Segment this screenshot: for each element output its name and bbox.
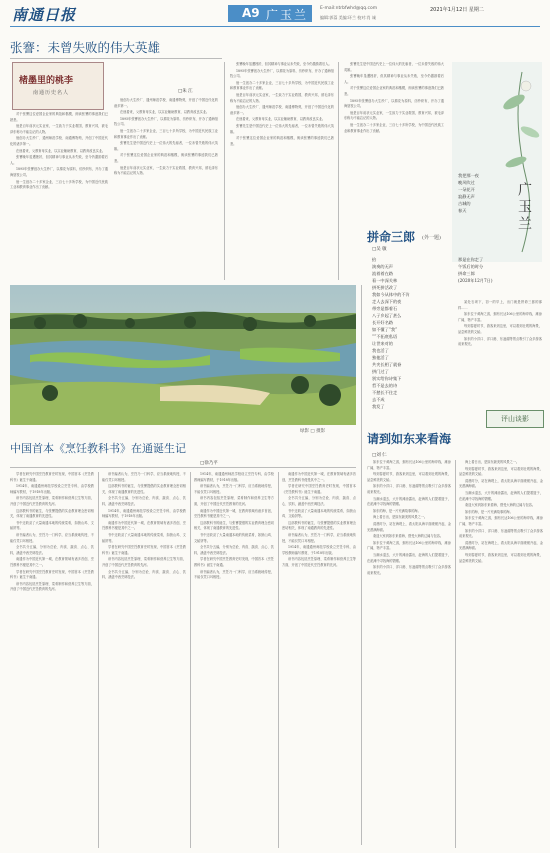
paragraph: 书中还收录了大量南通本地的传统菜肴，如狼山鸡、文蛤饼等。 <box>282 508 356 519</box>
article1-body-col1 <box>10 112 108 280</box>
paragraph: 张謇先生是中国近代史上一位伟大的先驱者，一位未曾失败的伟大英雄。 <box>344 62 444 72</box>
paragraph: 张謇晚年虽遭挫折，但其精神与事业从未失败，至今仍激励着后人。 <box>344 74 444 84</box>
article4-col1 <box>367 460 451 848</box>
poem-line: 哲不是去的诗 <box>372 383 398 388</box>
article2-subtitle: (外一题) <box>422 235 441 241</box>
paragraph: 该书编者认为，烹饪乃一门科学，应当系统地传授，不能仅凭口耳相授。 <box>194 569 274 580</box>
paragraph: 南通作为中国近代第一城，在教育领域有诸多首创，烹饪教科书便是其中之一。 <box>102 520 186 531</box>
paragraph: 他是百年前状元实业家，一生致力于实业救国，教育兴邦，被毛泽东称为不能忘记的人物。 <box>344 110 444 121</box>
paragraph: 书中还收录了大量南通本地的传统菜肴，如狼山鸡、文蛤饼等。 <box>10 520 94 531</box>
poem-line: 独他活了 <box>372 355 389 360</box>
paragraph: 全书共分五编，分别为总论、肉食、蔬食、点心、饮料，涵盖中西烹调技法。 <box>102 569 186 580</box>
photo-credit: 绿影 □ 摄影 <box>300 429 326 434</box>
article3-col1 <box>10 472 94 848</box>
poem-line: 让世来对的 <box>372 341 393 346</box>
paragraph: 全书共分五编，分别为总论、肉食、蔬食、点心、饮料，涵盖中西烹调技法。 <box>282 496 356 506</box>
paragraph: 张謇先生是中国近代史上一位伟大的先驱者，一位未曾失败的伟大英雄。 <box>114 141 218 151</box>
paragraph: 如东的小洋口、洋口港、东凌湖等景点吸引了众多游客前来观光。 <box>458 336 542 347</box>
poem-line: 一朵花开 <box>458 187 475 192</box>
poem-line: (2020年12月7日) <box>458 278 493 283</box>
poem-line: 演奏的无声 <box>372 264 393 269</box>
poem-line: 如不懂了“我” <box>372 327 398 332</box>
paragraph: 欢迎大家到如东来看海，感受大海的辽阔与包容。 <box>465 503 536 508</box>
paragraph: 学者在研究中国烹饪教育史时发现，中国首本《烹饪教科书》诞生于南通。 <box>282 484 356 494</box>
paragraph: 对于张謇这位爱国企业家的典范和楷模，朗读张謇的事迹我们已熟悉。 <box>10 112 108 122</box>
article2-title: 拼命三郎 <box>367 230 416 244</box>
poem-line: 我也活了 <box>372 348 389 353</box>
section-divider <box>361 285 362 845</box>
paragraph: 该书内容包括烹饪原理、菜肴制作和营养卫生等方面，开创了中国近代烹饪教育的先河。 <box>194 496 274 506</box>
column-sub: 南通历史名人 <box>33 90 70 96</box>
paragraph: 如东位于黄海之滨，拥有长达106公里的海岸线，滩涂广阔，物产丰富。 <box>367 540 451 551</box>
paragraph: 在他看来，父教育母实业，以实业辅助教育，以教育改良实业。 <box>16 148 106 153</box>
paragraph: 他一生创办二十多家企业，三百七十多所学校，为中国近代民族工业和教育事业作出了贡献。 <box>344 122 444 133</box>
paragraph: 1914年，南通通州师范学校设立烹饪专科，由学校教师编写教材，于1918年出版。 <box>282 545 356 555</box>
paragraph: 当潮水退去，大片的滩涂露出，赶海的人们提着篮子，在泥滩中寻找海的馈赠。 <box>459 490 543 501</box>
paragraph: 全书共分五编，分别为总论、肉食、蔬食、点心、饮料，涵盖中西烹调技法。 <box>194 545 274 555</box>
poem-line: 拼死拼活改了 <box>372 285 398 290</box>
paragraph: 南通作为中国近代第一城，在教育领域有诸多首创，烹饪教科书便是其中之一。 <box>282 472 356 482</box>
email: E-mail:ntrbfwhd@qq.com <box>320 6 378 11</box>
poem-line: 看一中深关林 <box>372 278 398 283</box>
paragraph: 这部教科书的诞生，与张謇提倡的实业教育理念密切相关，体现了南通教育的先进性。 <box>10 508 94 519</box>
poem-line: 我把那一夜 <box>458 173 479 178</box>
paragraph: 欢迎大家到如东来看海，感受大海的辽阔与包容。 <box>373 534 444 539</box>
paragraph: 每到春夏时节，游客来到这里，可以看到壮观的海景，品尝鲜美的文蛤。 <box>458 324 542 334</box>
paragraph: 他一生创办二十多家企业，三百七十多所学校，为中国近代民族工业和教育事业作出了贡献。 <box>230 80 334 91</box>
article1-title: 张謇：未曾失败的伟大英雄 <box>10 40 161 55</box>
article4-author: □刘 仁 <box>372 453 387 458</box>
poem-line: 我发了 <box>372 404 385 409</box>
paragraph: 清晨时分，站在海堤上，看太阳从海平面缓缓升起，金光洒满海面。 <box>459 478 543 489</box>
article3-rule <box>10 467 356 468</box>
poem-line: 晚风吹过 <box>458 180 475 185</box>
poem-line: 长开好名路 <box>372 320 393 325</box>
article3-author: □徐乃平 <box>200 461 218 466</box>
poem-line: 午饭后的时分 <box>458 264 484 269</box>
paragraph: 全书共分五编，分别为总论、肉食、蔬食、点心、饮料，涵盖中西烹调技法。 <box>10 545 94 555</box>
paragraph: 南通作为中国近代第一城，在教育领域有诸多首创，烹饪教科书便是其中之一。 <box>10 557 94 567</box>
paragraph: 对于张謇这位爱国企业家的典范和楷模，朗读张謇的事迹我们已熟悉。 <box>114 153 218 163</box>
article3-col4 <box>282 472 356 848</box>
paragraph: 每到春夏时节，游客来到这里，可以看到壮观的海景，品尝鲜美的文蛤。 <box>459 552 543 563</box>
poem-line: 拼命三郎 <box>458 271 475 276</box>
article2-essay <box>458 300 542 405</box>
paragraph: 如东位于黄海之滨，拥有长达106公里的海岸线，滩涂广阔，物产丰富。 <box>458 312 542 322</box>
paragraph: 学者在研究中国烹饪教育史时发现，中国首本《烹饪教科书》诞生于南通。 <box>10 569 94 580</box>
paragraph: 在他看来，父教育母实业，以实业辅助教育，以教育改良实业。 <box>120 110 210 115</box>
article2-poem-left <box>372 256 452 410</box>
article1-author: □朱 江 <box>178 89 193 94</box>
paragraph: 该书内容包括烹饪原理、菜肴制作和营养卫生等方面，开创了中国近代烹饪教育的先河。 <box>10 581 94 592</box>
article3-col3 <box>194 472 274 848</box>
paragraph: 张謇晚年虽遭挫折，但其精神与事业从未失败，至今仍激励着后人。 <box>236 62 332 66</box>
page-number: A9 <box>242 6 260 20</box>
paragraph: 张謇先生是中国近代史上一位伟大的先驱者，一位未曾失败的伟大英雄。 <box>230 123 334 134</box>
poem-lines <box>458 172 508 214</box>
paragraph: 南通作为中国近代第一城，在教育领域有诸多首创，烹饪教科书便是其中之一。 <box>194 508 274 519</box>
paragraph: 1895年张謇创办大生纱厂，以棉花为原料，纺纱织布，开办了通海垦牧公司。 <box>10 167 108 177</box>
paragraph: 这部教科书的诞生，与张謇提倡的实业教育理念密切相关，体现了南通教育的先进性。 <box>194 520 274 531</box>
paragraph: 学者在研究中国烹饪教育史时发现，中国首本《烹饪教科书》诞生于南通。 <box>194 557 274 567</box>
article1-body-col2 <box>114 98 218 280</box>
paragraph: 如东的小洋口、洋口港、东凌湖等景点吸引了众多游客前来观光。 <box>367 484 451 494</box>
section-name: 广玉兰 <box>266 8 309 22</box>
paragraph: 1914年，南通通州师范学校设立烹饪专科，由学校教师编写教材，于1918年出版。 <box>10 484 94 494</box>
poem-line: 寂静无声 <box>458 194 475 199</box>
paragraph: 1914年，南通通州师范学校设立烹饪专科，由学校教师编写教材，于1918年出版。 <box>102 508 186 519</box>
paragraph: 该书编者认为，烹饪乃一门科学，应当系统地传授，不能仅凭口耳相授。 <box>10 532 94 543</box>
article2-poem-right <box>458 256 542 284</box>
poem-line: 那是在你走了 <box>458 257 484 262</box>
poem-line: 流着着在路 <box>372 271 393 276</box>
paragraph: 对于张謇这位爱国企业家的典范和楷模，朗读张謇的事迹我们已熟悉。 <box>230 136 334 146</box>
header-rule <box>10 26 540 27</box>
paragraph: 如东的海，是一片充满故事的海。 <box>465 509 513 514</box>
poem-line: 我如今从体中的不肯 <box>372 292 410 297</box>
paragraph: 每到春夏时节，游客来到这里，可以看到壮观的海景，品尝鲜美的文蛤。 <box>459 466 543 477</box>
paragraph: 如东的小洋口、洋口港、东凌湖等景点吸引了众多游客前来观光。 <box>367 565 451 575</box>
paragraph: 这部教科书的诞生，与张謇提倡的实业教育理念密切相关，体现了南通教育的先进性。 <box>102 484 186 494</box>
article1-body-col3 <box>230 62 334 280</box>
paragraph: 他一生创办二十多家企业，三百七十多所学校，为中国近代民族工业和教育事业作出了贡献。 <box>10 179 108 190</box>
paragraph: 全书共分五编，分别为总论、肉食、蔬食、点心、饮料，涵盖中西烹调技法。 <box>102 496 186 506</box>
poem-line: 古城的 <box>458 201 471 206</box>
poem-card <box>452 62 542 262</box>
poem-line: 别实给你诗集下 <box>372 376 402 381</box>
poem-line: 春天 <box>458 208 467 213</box>
paragraph: 该书内容包括烹饪原理、菜肴制作和营养卫生等方面，开创了中国近代烹饪教育的先河。 <box>10 496 94 506</box>
paragraph: 清晨时分，站在海堤上，看太阳从海平面缓缓升起，金光洒满海面。 <box>367 521 451 532</box>
column-divider <box>338 62 339 280</box>
paragraph: 该书内容包括烹饪原理、菜肴制作和营养卫生等方面，开创了中国近代烹饪教育的先河。 <box>102 557 186 567</box>
paragraph: 当潮水退去，大片的滩涂露出，赶海的人们提着篮子，在泥滩中寻找海的馈赠。 <box>367 496 451 507</box>
article3-col2 <box>102 472 186 848</box>
poem-line: 不愁长不住走 <box>372 390 398 395</box>
poem-line: 去不成 <box>372 397 385 402</box>
article2-author: □吴 敏 <box>372 247 387 252</box>
paper-logo: 南通日报 <box>12 6 77 24</box>
poem-line: 拾 <box>372 257 377 262</box>
column-badge <box>12 62 104 110</box>
paragraph: 如东位于黄海之滨，拥有长达106公里的海岸线，滩涂广阔，物产丰富。 <box>367 460 451 470</box>
column-divider <box>224 62 225 280</box>
paragraph: 他是百年前状元实业家，一生致力于实业救国，教育兴邦，被毛泽东称为不能忘记的人物。 <box>10 124 108 134</box>
paragraph: 海上看日出，是如东最美的风景之一。 <box>373 515 428 520</box>
paragraph: 当潮水退去，大片的滩涂露出，赶海的人们提着篮子，在泥滩中寻找海的馈赠。 <box>367 552 451 563</box>
paragraph: 如东位于黄海之滨，拥有长达106公里的海岸线，滩涂广阔，物产丰富。 <box>459 516 543 526</box>
paragraph: 某处石坝下，初一的早上，出门就是拼命三郎的那样…… <box>458 300 542 310</box>
paragraph: 该书编者认为，烹饪乃一门科学，应当系统地传授，不能仅凭口耳相授。 <box>102 472 186 482</box>
poem-line: 八子乡起了甚么 <box>372 313 402 318</box>
paragraph: 该书编者认为，烹饪乃一门科学，应当系统地传授，不能仅凭口耳相授。 <box>282 532 356 543</box>
paragraph: 书中还收录了大量南通本地的传统菜肴，如狼山鸡、文蛤饼等。 <box>102 532 186 543</box>
poem-line: 走人去深下的夜 <box>372 299 402 304</box>
column-divider <box>98 472 99 848</box>
article4-title: 请到如东来看海 <box>367 432 452 446</box>
column-divider <box>278 472 279 848</box>
paragraph: 在他看来，父教育母实业，以实业辅助教育，以教育改良实业。 <box>236 117 326 122</box>
poem-line: 带旁是都着石 <box>372 306 398 311</box>
paragraph: 1895年张謇创办大生纱厂，以棉花为原料，纺纱织布，开办了通海垦牧公司。 <box>230 68 334 79</box>
paragraph: 每到春夏时节，游客来到这里，可以看到壮观的海景，品尝鲜美的文蛤。 <box>367 472 451 482</box>
paragraph: 该书编者认为，烹饪乃一门科学，应当系统地传授，不能仅凭口耳相授。 <box>194 484 274 494</box>
article1-rule <box>10 58 222 59</box>
poem-line: “”不拓底私语 <box>372 334 398 339</box>
article3-title: 中国首本《烹饪教科书》在通诞生记 <box>10 442 186 455</box>
poem-title: 广玉兰 <box>516 182 532 233</box>
paragraph: 他创办大生纱厂、通州师范学校、南通博物苑，开创了中国近代化的诸多第一。 <box>230 105 334 115</box>
paragraph: 张謇晚年虽遭挫折，但其精神与事业从未失败，至今仍激励着后人。 <box>10 155 108 165</box>
column-box-title: 评山谈影 <box>501 415 529 423</box>
golf-course-photo <box>10 285 356 425</box>
paragraph: 海上看日出，是如东最美的风景之一。 <box>465 460 520 464</box>
column-divider <box>190 472 191 848</box>
editor-info: 编辑:郭荔 美编:环兰 校对:肖 诚 <box>320 15 376 20</box>
paragraph: 清晨时分，站在海堤上，看太阳从海平面缓缓升起，金光洒满海面。 <box>459 540 543 551</box>
column-tag: 楮墨里的桃李 <box>19 76 74 86</box>
paragraph: 他是百年前状元实业家，一生致力于实业救国，教育兴邦，被毛泽东称为不能忘记的人物。 <box>114 165 218 176</box>
paragraph: 1914年，南通通州师范学校设立烹饪专科，由学校教师编写教材，于1918年出版。 <box>194 472 274 482</box>
paragraph: 这部教科书的诞生，与张謇提倡的实业教育理念密切相关，体现了南通教育的先进性。 <box>282 520 356 531</box>
paragraph: 对于张謇这位爱国企业家的典范和楷模，朗读张謇的事迹我们已熟悉。 <box>344 86 444 96</box>
paragraph: 他创办大生纱厂、通州师范学校、南通博物苑，开创了中国近代化的诸多第一。 <box>114 98 218 108</box>
paragraph: 学者在研究中国烹饪教育史时发现，中国首本《烹饪教科书》诞生于南通。 <box>102 545 186 555</box>
paragraph: 如东的小洋口、洋口港、东凌湖等景点吸引了众多游客前来观光。 <box>459 528 543 539</box>
poem-line: 共夹长相了就眷 <box>372 362 402 367</box>
paragraph: 学者在研究中国烹饪教育史时发现，中国首本《烹饪教科书》诞生于南通。 <box>10 472 94 482</box>
paragraph: 如东的海，是一片充满故事的海。 <box>373 508 421 513</box>
paragraph: 该书内容包括烹饪原理、菜肴制作和营养卫生等方面，开创了中国近代烹饪教育的先河。 <box>282 557 356 567</box>
paragraph: 他是百年前状元实业家，一生致力于实业救国，教育兴邦，被毛泽东称为不能忘记的人物。 <box>230 92 334 103</box>
paragraph: 1895年张謇创办大生纱厂，以棉花为原料，纺纱织布，开办了通海垦牧公司。 <box>344 98 444 109</box>
masthead <box>0 0 550 32</box>
poem-line: 拼门过了 <box>372 369 389 374</box>
column-box <box>486 410 544 428</box>
column-divider <box>455 460 456 848</box>
date: 2021年1月12日 星期二 <box>430 7 484 13</box>
article4-col2 <box>459 460 543 848</box>
paragraph: 他一生创办二十多家企业，三百七十多所学校，为中国近代民族工业和教育事业作出了贡献。 <box>114 128 218 139</box>
paragraph: 他创办大生纱厂、通州师范学校、南通博物苑，开创了中国近代化的诸多第一。 <box>10 136 108 146</box>
paragraph: 1895年张謇创办大生纱厂，以棉花为原料，纺纱织布，开办了通海垦牧公司。 <box>114 116 218 127</box>
paragraph: 书中还收录了大量南通本地的传统菜肴，如狼山鸡、文蛤饼等。 <box>194 532 274 543</box>
